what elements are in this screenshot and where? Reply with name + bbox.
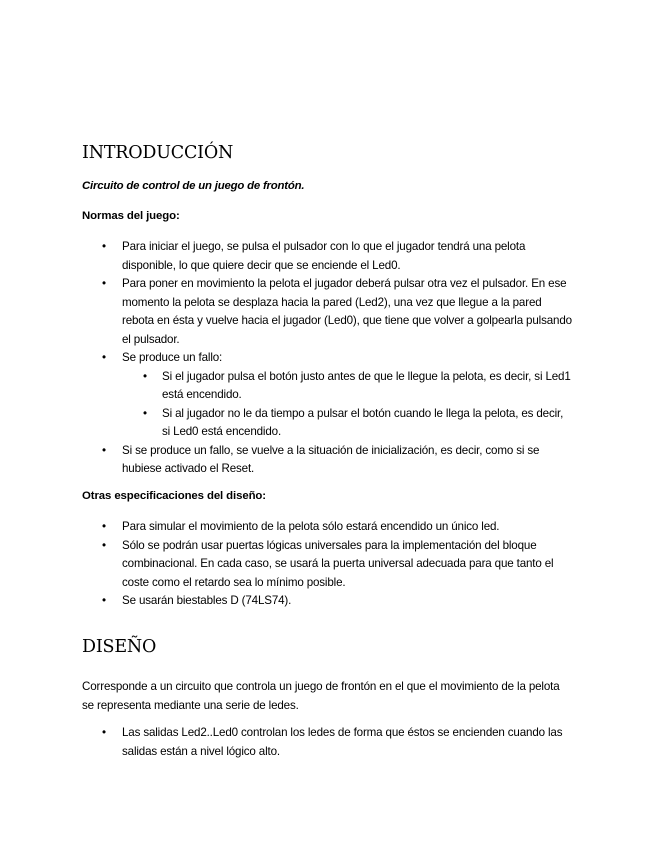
list-item xyxy=(82,238,572,275)
section-title-diseno: DISEÑO xyxy=(82,637,157,657)
rules-list xyxy=(82,238,572,479)
list-item xyxy=(122,405,572,442)
design-paragraph: Corresponde a un circuito que controla un juego de frontón en el que el movimiento de la pelota se representa mediante una serie de ledes. xyxy=(82,680,560,712)
rules-heading: Normas del juego: xyxy=(82,210,180,222)
list-item xyxy=(82,518,572,537)
specs-heading: Otras especificaciones del diseño: xyxy=(82,490,266,502)
list-item xyxy=(82,724,572,761)
rule-text: Se produce un fallo: xyxy=(122,351,223,364)
rule-text: Si se produce un fallo, se vuelve a la situación de inicialización, es decir, como si se hubiese activado el Reset. xyxy=(122,443,540,475)
list-item xyxy=(82,537,572,593)
design-item-text: Las salidas Led2..Led0 controlan los ledes de forma que éstos se encienden cuando las salidas están a nivel lógico alto. xyxy=(122,726,563,758)
list-item xyxy=(82,592,572,611)
list-item xyxy=(82,442,572,479)
specs-list xyxy=(82,518,572,611)
design-list xyxy=(82,724,572,761)
list-item xyxy=(82,349,572,442)
rule-text: Para poner en movimiento la pelota el jugador deberá pulsar otra vez el pulsador. En ese momento la pelota se desplaza hacia la pared (Led2), una vez que llegue a la pared rebota en ésta y vuelve hacia el jugador (Led0), que tiene que volver a golpearla pulsando el pulsador. xyxy=(122,277,572,346)
document-subtitle: Circuito de control de un juego de frontón. xyxy=(82,180,305,192)
spec-text: Sólo se podrán usar puertas lógicas universales para la implementación del bloque combinacional. En cada caso, se usará la puerta universal adecuada para que tanto el coste como el retardo sea lo mínimo posible. xyxy=(122,538,554,589)
fault-cases-list xyxy=(122,368,572,442)
spec-text: Se usarán biestables D (74LS74). xyxy=(122,594,292,607)
list-item xyxy=(122,368,572,405)
spec-text: Para simular el movimiento de la pelota sólo estará encendido un único led. xyxy=(122,520,500,533)
section-title-introduccion: INTRODUCCIÓN xyxy=(82,143,234,163)
fault-case-text: Si al jugador no le da tiempo a pulsar el botón cuando le llega la pelota, es decir, si Led0 está encendido. xyxy=(162,406,564,438)
list-item xyxy=(82,275,572,349)
rule-text: Para iniciar el juego, se pulsa el pulsador con lo que el jugador tendrá una pelota disponible, lo que quiere decir que se enciende el Led0. xyxy=(122,240,526,272)
fault-case-text: Si el jugador pulsa el botón justo antes de que le llegue la pelota, es decir, si Led1 está encendido. xyxy=(162,369,571,401)
